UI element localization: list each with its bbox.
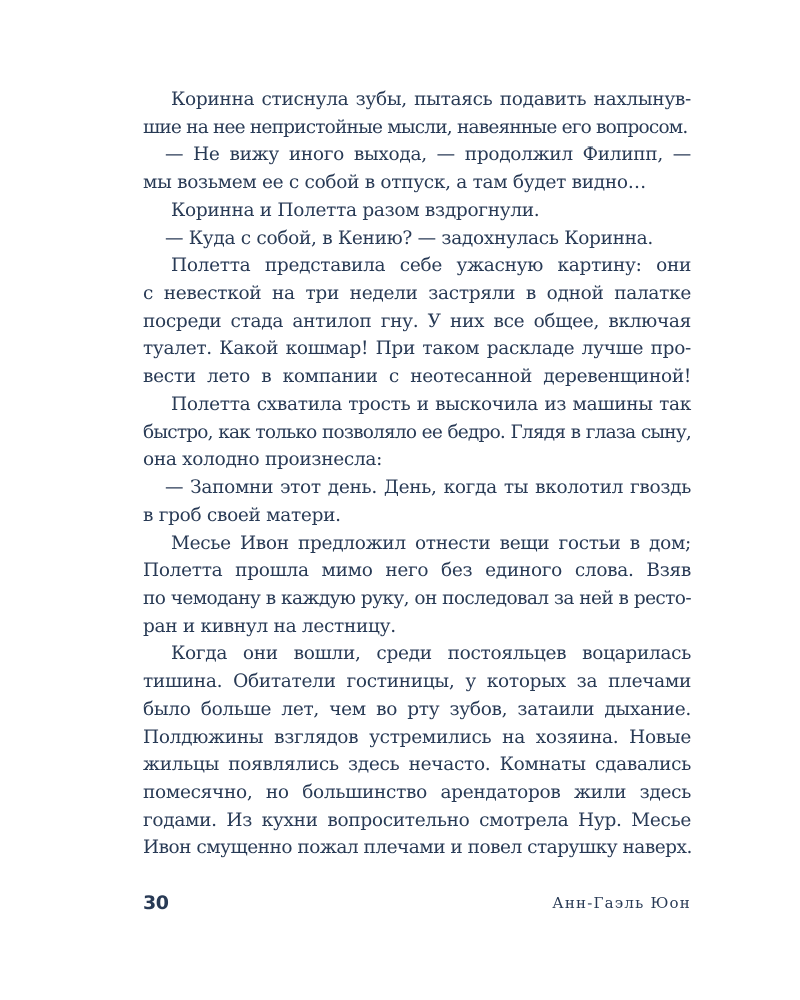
text-line: шие на нее непристойные мысли, навеянные его вопросом. — [143, 116, 688, 138]
text-line: — Запомни этот день. День, когда ты вколотил гвоздь — [165, 477, 691, 499]
text-line: ран и кивнул на лестницу. — [143, 615, 396, 637]
text-line: годами. Из кухни вопросительно смотрела Нур. Месье — [143, 809, 691, 831]
text-line: Месье Ивон предложил отнести вещи гостьи в дом; — [171, 532, 691, 554]
text-line: посреди стада антилоп гну. У них все общее, включая — [143, 310, 691, 332]
text-line: — Не вижу иного выхода, — продолжил Филипп, — — [165, 144, 691, 166]
text-line: Полетта схватила трость и выскочила из машины так — [171, 393, 691, 415]
text-line: туалет. Какой кошмар! При таком раскладе лучше про- — [143, 338, 691, 360]
text-line: с невесткой на три недели застряли в одной палатке — [143, 283, 691, 305]
text-line: Ивон смущенно пожал плечами и повел старушку наверх. — [143, 837, 692, 859]
text-line: Коринна стиснула зубы, пытаясь подавить нахлынув- — [171, 89, 691, 110]
text-line: жильцы появлялись здесь нечасто. Комнаты сдавались — [143, 754, 691, 776]
text-line: мы возьмем ее с собой в отпуск, а там будет видно… — [143, 172, 646, 194]
text-line: помесячно, но большинство арендаторов жили здесь — [143, 781, 691, 803]
text-line: Когда они вошли, среди постояльцев воцарилась — [171, 643, 691, 665]
text-line: она холодно произнесла: — [143, 449, 383, 471]
text-line: Полетта представила себе ужасную картину: они — [171, 255, 691, 277]
running-head-author: Анн-Гаэль Юон — [552, 894, 691, 912]
text-line: вести лето в компании с неотесанной деревенщиной! — [143, 366, 691, 388]
text-line: Коринна и Полетта разом вздрогнули. — [171, 199, 540, 221]
text-line: в гроб своей матери. — [143, 504, 341, 526]
text-line: по чемодану в каждую руку, он последовал за ней в ресто- — [143, 587, 691, 609]
page-number: 30 — [143, 892, 169, 914]
page-footer — [143, 888, 691, 918]
text-line: тишина. Обитатели гостиницы, у которых за плечами — [143, 671, 691, 693]
text-line: Полетта прошла мимо него без единого слова. Взяв — [143, 560, 691, 582]
body-text — [143, 86, 691, 862]
text-line: Полдюжины взглядов устремились на хозяина. Новые — [143, 726, 691, 748]
text-line: — Куда с собой, в Кению? — задохнулась Коринна. — [165, 227, 653, 249]
text-line: было больше лет, чем во рту зубов, затаили дыхание. — [143, 698, 691, 720]
text-line: быстро, как только позволяло ее бедро. Глядя в глаза сыну, — [143, 421, 691, 443]
